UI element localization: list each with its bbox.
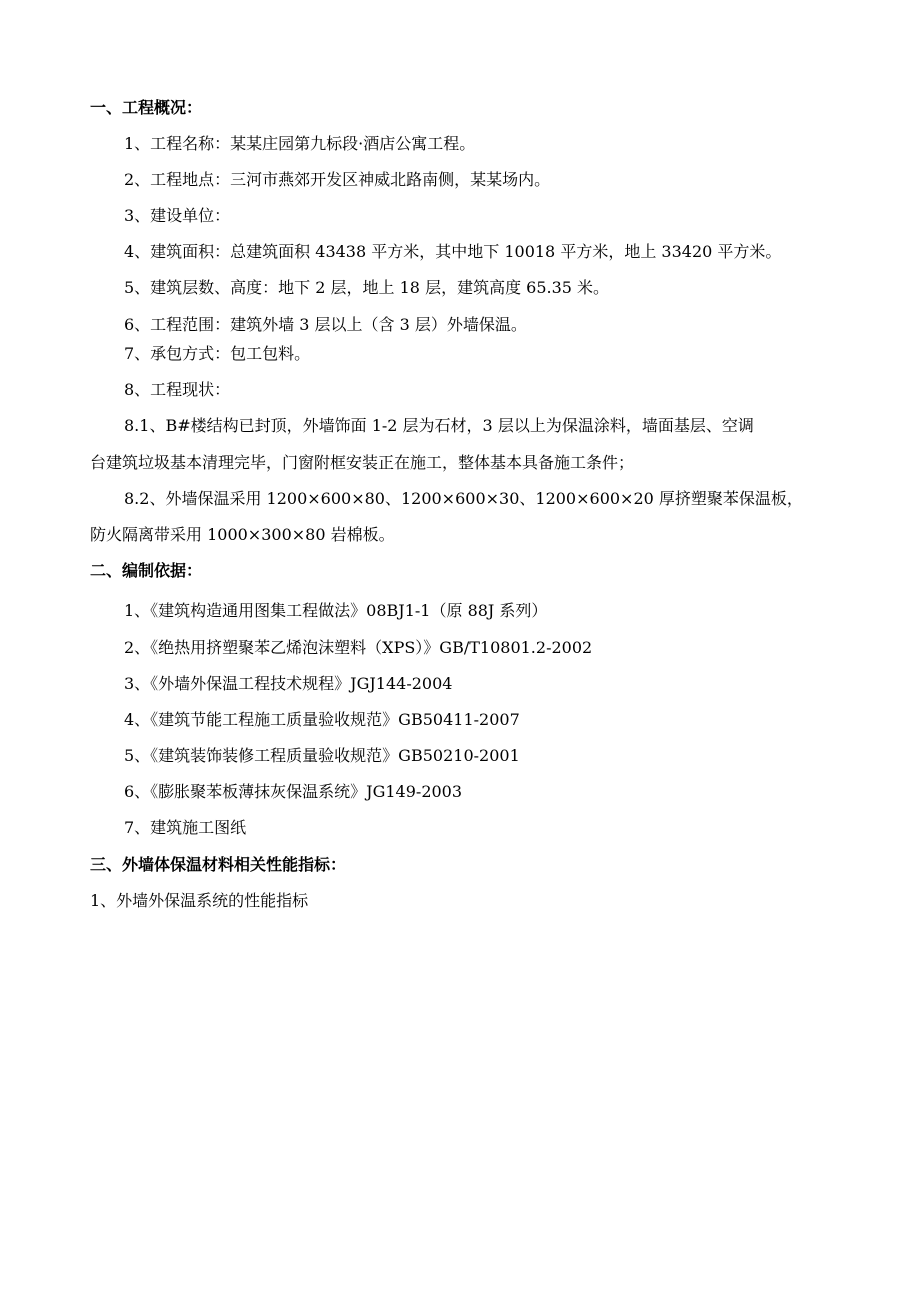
section1-item-7: 7、承包方式：包工包料。 bbox=[124, 344, 311, 363]
section2-item-3: 3、《外墙外保温工程技术规程》JGJ144-2004 bbox=[124, 674, 453, 693]
section2-item-6: 6、《膨胀聚苯板薄抹灰保温系统》JG149-2003 bbox=[124, 782, 463, 801]
section2-item-5: 5、《建筑装饰装修工程质量验收规范》GB50210-2001 bbox=[124, 746, 520, 765]
section2-item-2: 2、《绝热用挤塑聚苯乙烯泡沫塑料（XPS）》GB/T10801.2-2002 bbox=[124, 638, 593, 657]
section1-sub81-line2: 台建筑垃圾基本清理完毕，门窗附框安装正在施工，整体基本具备施工条件； bbox=[90, 453, 635, 472]
section1-item-6: 6、工程范围：建筑外墙 3 层以上（含 3 层）外墙保温。 bbox=[124, 315, 527, 334]
section2-item-7: 7、建筑施工图纸 bbox=[124, 818, 247, 837]
section2-item-4: 4、《建筑节能工程施工质量验收规范》GB50411-2007 bbox=[124, 710, 520, 729]
section2-heading: 二、编制依据： bbox=[90, 561, 203, 580]
section1-sub82-line1: 8.2、外墙保温采用 1200×600×80、1200×600×30、1200×600×20 厚挤塑聚苯保温板， bbox=[124, 489, 803, 508]
section1-item-8: 8、工程现状： bbox=[124, 380, 231, 399]
section1-heading: 一、工程概况： bbox=[90, 98, 203, 117]
section2-item-1: 1、《建筑构造通用图集工程做法》08BJ1-1（原 88J 系列） bbox=[124, 601, 548, 620]
section1-item-3: 3、建设单位： bbox=[124, 206, 231, 225]
section1-item-4: 4、建筑面积：总建筑面积 43438 平方米，其中地下 10018 平方米，地上 33420 平方米。 bbox=[124, 242, 782, 261]
section3-heading: 三、外墙体保温材料相关性能指标： bbox=[90, 855, 347, 874]
section1-item-1: 1、工程名称：某某庄园第九标段·酒店公寓工程。 bbox=[124, 134, 476, 153]
section1-sub81-line1: 8.1、B#楼结构已封顶，外墙饰面 1-2 层为石材，3 层以上为保温涂料，墙面基层、空调 bbox=[124, 416, 754, 435]
section1-item-5: 5、建筑层数、高度：地下 2 层，地上 18 层，建筑高度 65.35 米。 bbox=[124, 278, 610, 297]
section1-item-2: 2、工程地点：三河市燕郊开发区神威北路南侧，某某场内。 bbox=[124, 170, 551, 189]
section1-sub82-line2: 防火隔离带采用 1000×300×80 岩棉板。 bbox=[90, 525, 395, 544]
section3-item-1: 1、外墙外保温系统的性能指标 bbox=[90, 891, 309, 910]
